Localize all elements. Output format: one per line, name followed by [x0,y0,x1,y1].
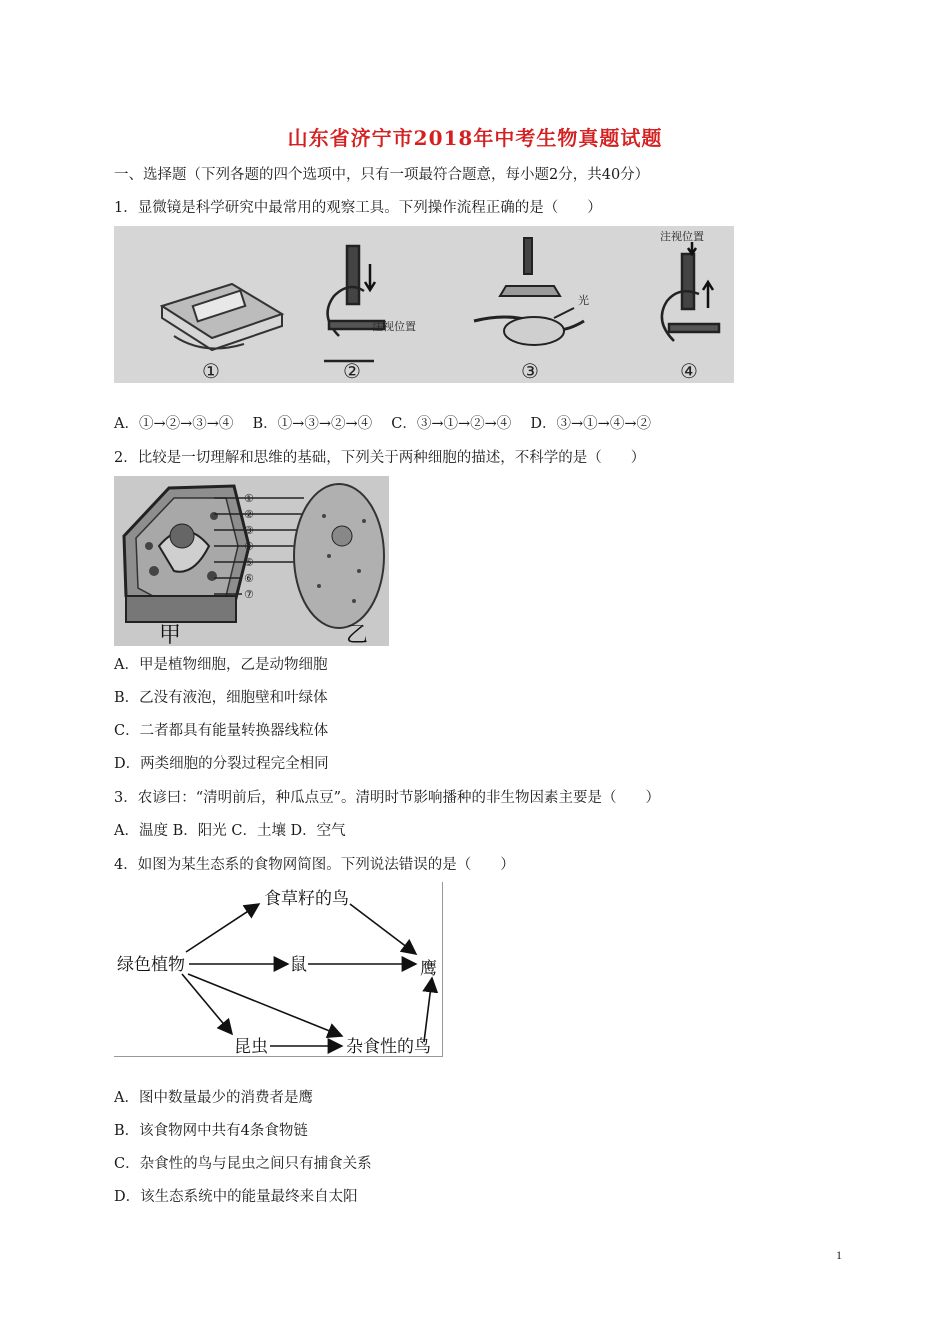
animal-cell-label: 乙 [346,623,369,646]
q1-options: A．①→②→③→④ B．①→③→②→④ C．③→①→②→④ D．③→①→④→② [114,416,651,432]
cell-number-6: ⑥ [244,572,254,585]
page-title: 山东省济宁市2018年中考生物真题试题 [287,126,663,150]
food-web-node-seed-bird: 食草籽的鸟 [264,889,349,909]
cell-number-7: ⑦ [244,588,254,601]
q4-option-c: C．杂食性的鸟与昆虫之间只有捕食关系 [114,1156,372,1172]
q3-options: A．温度 B．阳光 C．土壤 D．空气 [114,823,346,839]
microscope-step3-drawing [474,238,584,345]
q1-annotation-view-1: 注视位置 [372,320,416,333]
q4-option-a: A．图中数量最少的消费者是鹰 [114,1090,313,1106]
q2-cell-figure [114,476,389,646]
q1-step-label-2: ② [343,359,361,383]
q2-option-a: A．甲是植物细胞，乙是动物细胞 [114,657,328,673]
food-web-arrows [182,904,432,1046]
food-web-node-plants: 绿色植物 [117,955,185,975]
q1-stem: 1．显微镜是科学研究中最常用的观察工具。下列操作流程正确的是（ ） [114,200,602,216]
plant-cell-label: 甲 [159,623,182,646]
q4-option-b: B．该食物网中共有4条食物链 [114,1123,308,1139]
q3-stem: 3．农谚曰：“清明前后，种瓜点豆”。清明时节影响播种的非生物因素主要是（ ） [114,790,661,806]
q4-food-web-figure [114,882,443,1057]
q4-option-d: D．该生态系统中的能量最终来自太阳 [114,1189,358,1205]
cell-number-2: ② [244,508,254,521]
q1-annotation-light: 光 [578,294,589,307]
plant-cell-drawing [124,486,249,622]
microscope-step4-drawing [662,242,719,341]
cell-number-4: ④ [244,540,254,553]
q1-step-label-3: ③ [521,359,539,383]
q2-stem: 2．比较是一切理解和思维的基础，下列关于两种细胞的描述，不科学的是（ ） [114,450,646,466]
food-web-node-eagle: 鹰 [420,959,437,979]
animal-cell-drawing [294,484,384,628]
q1-microscope-figure [114,226,734,383]
food-web-node-omnivore-bird: 杂食性的鸟 [346,1037,431,1056]
q1-annotation-view-2: 注视位置 [660,230,704,243]
q4-stem: 4．如图为某生态系的食物网简图。下列说法错误的是（ ） [114,857,515,873]
cell-number-5: ⑤ [244,556,254,569]
microscope-stage-drawing [162,284,282,350]
section-header: 一、选择题（下列各题的四个选项中，只有一项最符合题意，每小题2分，共40分） [114,167,650,183]
q1-step-label-4: ④ [680,359,698,383]
microscope-step2-drawing [324,246,384,361]
page-number: 1 [836,1248,842,1262]
food-web-node-insect: 昆虫 [234,1037,268,1056]
cell-number-1: ① [244,492,254,505]
q2-option-b: B．乙没有液泡，细胞壁和叶绿体 [114,690,328,706]
cell-number-3: ③ [244,524,254,537]
q1-step-label-1: ① [202,359,220,383]
food-web-node-mouse: 鼠 [290,955,307,975]
cell-number-labels [244,492,254,601]
q2-option-d: D．两类细胞的分裂过程完全相同 [114,756,329,772]
q2-option-c: C．二者都具有能量转换器线粒体 [114,723,329,739]
